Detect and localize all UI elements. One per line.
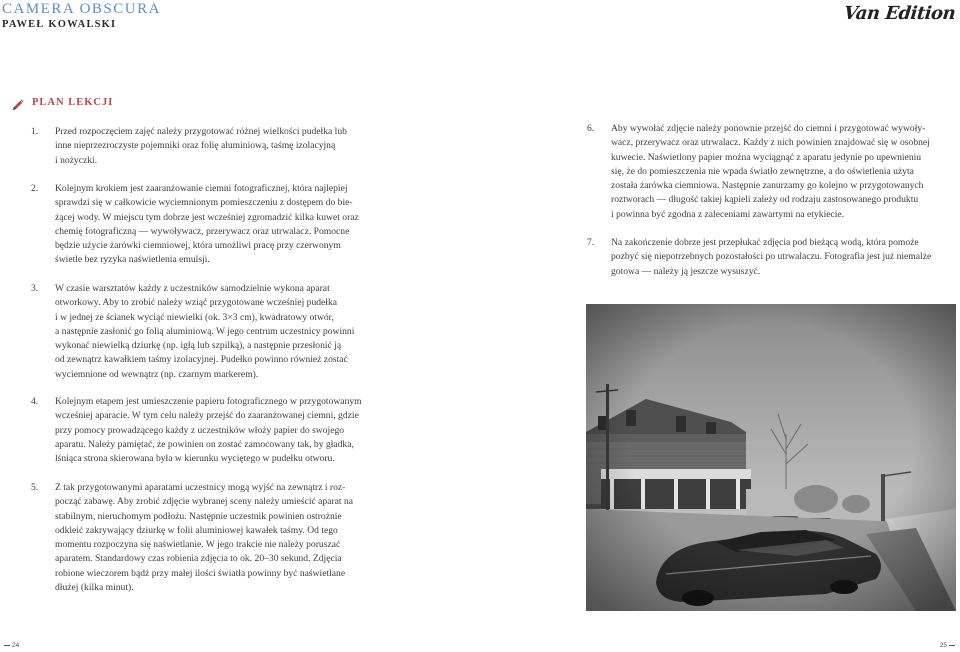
item-line: a następnie zasłonić go folią aluminiową. W jego centrum uczestnicy powinni <box>55 325 355 337</box>
item-line: począć zabawę. Aby zrobić zdjęcie wybranej sceny należy umieścić aparat na <box>55 496 354 508</box>
item-number: 7. <box>587 237 595 248</box>
item-line: W czasie warsztatów każdy z uczestników samodzielnie wykona aparat <box>55 283 330 294</box>
item-line: wykonać niewielką dziurkę (np. igłą lub szpilką), a następnie przesłonić ją <box>55 340 342 352</box>
item-line: będzie użycie żarówki ciemniowej, która umożliwi pracę przy czerwonym <box>55 240 341 252</box>
item-number: 2. <box>31 183 39 194</box>
item-line: kuwecie. Naświetlony papier można wyciągnąć z aparatu jedynie po upewnieniu <box>611 151 922 163</box>
item-number: 5. <box>31 482 39 493</box>
publication-title: CAMERA OBSCURA <box>2 1 161 17</box>
item-line: lśniąca strona skierowana była w kierunku wyciętego w pudełku otworu. <box>55 453 335 465</box>
list-item <box>31 395 362 466</box>
item-line: Na zakończenie dobrze jest przepłukać zdjęcia pod bieżącą wodą, która pomoże <box>611 237 919 248</box>
list-item <box>31 182 359 268</box>
plan-heading <box>12 96 113 109</box>
page-number-right: 25 <box>940 642 957 649</box>
author-name: PAWEŁ KOWALSKI <box>2 19 117 30</box>
item-line: stabilnym, nieruchomym podłożu. Następnie uczestnik powinien ostrożnie <box>55 510 342 522</box>
pencil-icon <box>12 96 25 109</box>
item-line: roztworach — długość takiej kąpieli zależy od rodzaju zastosowanego produktu <box>611 194 919 206</box>
item-line: inne nieprzezroczyste pojemniki oraz folię aluminiową, taśmę izolacyjną <box>55 140 336 152</box>
item-line: momentu rozpoczyna się naświetlanie. W jego trakcie nie należy poruszać <box>55 539 341 551</box>
item-line: otworkowy. Aby to zrobić należy wziąć przygotowane wcześniej pudełka <box>55 297 338 309</box>
list-item <box>31 282 354 382</box>
item-line: aparatem. Standardowy czas robienia zdjęcia to ok. 20–30 sekund. Zdjęcia <box>55 553 342 565</box>
plan-heading-label: PLAN LEKCJI <box>32 97 114 108</box>
item-line: Kolejnym krokiem jest zaaranżowanie ciemni fotograficznej, która najlepiej <box>55 183 348 194</box>
item-line: żącej wody. W miejscu tym dobrze jest wcześniej zgromadzić kilka kuwet oraz <box>55 211 359 223</box>
pinhole-photograph <box>586 304 956 611</box>
item-number: 4. <box>31 396 39 407</box>
item-number: 6. <box>587 123 595 134</box>
item-line: aparatu. Należy pamiętać, że powinien on zostać zamocowany tak, by gładka, <box>55 438 354 450</box>
list-item <box>31 481 353 595</box>
list-item <box>587 122 930 222</box>
page-number-left: 24 <box>2 642 19 649</box>
item-line: pozbyć się niepotrzebnych pozostałości po utrwalaczu. Fotografia jest już niemalże <box>611 251 932 263</box>
list-item <box>587 236 931 279</box>
item-line: wcześniej aparacie. W tym celu należy przejść do zaaranżowanej ciemni, gdzie <box>55 410 359 422</box>
item-line: została żarówka ciemniowa. Następnie zanurzamy go kolejno w przygotowanych <box>611 180 924 192</box>
item-line: i powinna być zgodna z zaleceniami zawartymi na etykiecie. <box>611 208 845 220</box>
item-line: wyciemnione od wewnątrz (np. czarnym markerem). <box>55 368 259 380</box>
item-line: robione wieczorem bądź przy małej ilości światła powinny być naświetlane <box>55 567 346 579</box>
item-number: 1. <box>31 126 39 137</box>
item-line: i w jednej ze ścianek wyciąć niewielki (ok. 3×3 cm), kwadratowy otwór, <box>55 311 334 323</box>
item-number: 3. <box>31 283 39 294</box>
item-line: wacz, przerywacz oraz utrwalacz. Każdy z nich powinien znajdować się w osobnej <box>611 137 930 149</box>
item-line: się, że do pomieszczenia nie wpada światło zewnętrzne, a do oświetlenia użyta <box>611 165 914 177</box>
item-line: sprawdzi się w całkowicie wyciemnionym pomieszczeniu z dostępem do bie- <box>55 197 353 209</box>
item-line: od zewnątrz kawałkiem taśmy izolacyjnej. Pudełko powinno również zostać <box>55 354 348 366</box>
item-line: Kolejnym etapem jest umieszczenie papieru fotograficznego w przygotowanym <box>55 396 362 407</box>
item-line: gotowa — należy ją jeszcze wysuszyć. <box>611 265 761 277</box>
item-line: i nożyczki. <box>55 154 98 166</box>
item-line: odkleić zakrywający dziurkę w folii aluminiowej kawałek taśmy. Od tego <box>55 524 338 536</box>
item-line: świetle bez ryzyka naświetlenia emulsji. <box>55 254 210 266</box>
item-line: chemię fotograficzną — wywoływacz, przerywacz oraz utrwalacz. Pomocne <box>55 225 350 237</box>
item-line: Przed rozpoczęciem zajęć należy przygotować różnej wielkości pudełka lub <box>55 126 347 137</box>
list-item <box>31 125 347 168</box>
brand-logo: Van Edition <box>842 3 957 24</box>
item-line: Z tak przygotowanymi aparatami uczestnicy mogą wyjść na zewnątrz i roz- <box>55 482 346 493</box>
item-line: Aby wywołać zdjęcie należy ponownie przejść do ciemni i przygotować wywoły- <box>611 123 926 134</box>
item-line: przy pomocy prowadzącego każdy z uczestników włoży papier do swojego <box>55 424 345 436</box>
item-line: dłużej (kilka minut). <box>55 582 134 594</box>
